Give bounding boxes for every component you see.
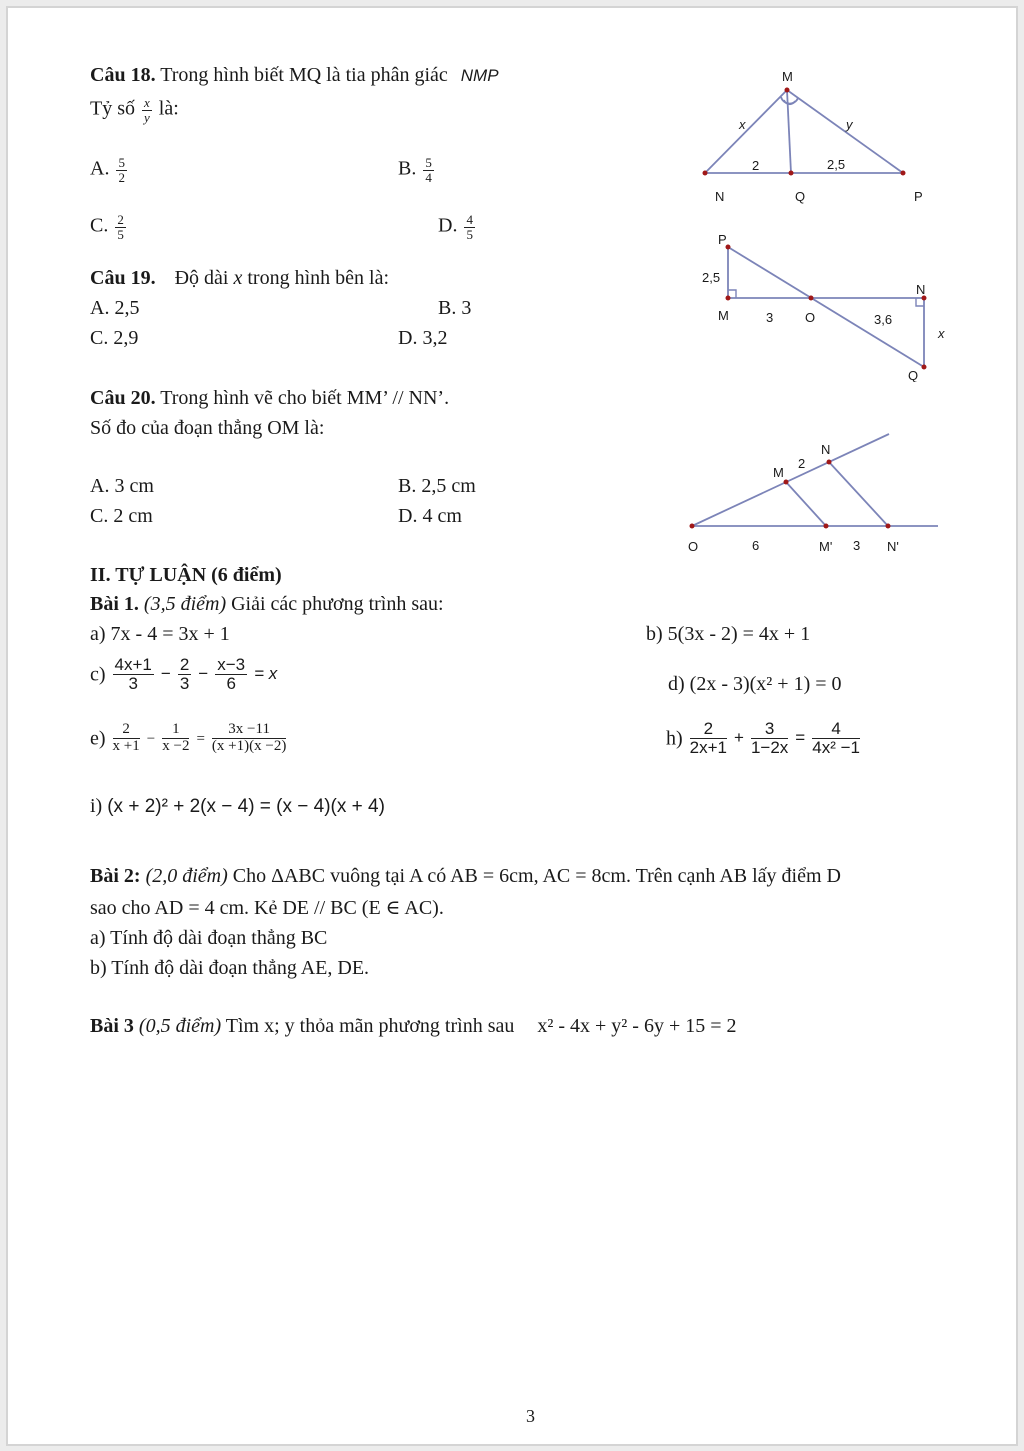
fig20-label-m2: M' [819, 539, 833, 554]
fig18-angle-arc-inner [784, 100, 795, 104]
fig19-point-q [922, 365, 927, 370]
fig18-segment-mq [787, 90, 791, 173]
fig20-point-m [784, 480, 789, 485]
fig20-point-o [690, 524, 695, 529]
fig20-point-n2 [886, 524, 891, 529]
q18-option-a[interactable]: A. $\frac{5}{2}$ [90, 155, 125, 185]
q19-text-a: Độ dài [174, 267, 229, 289]
fig19-label-pm: 2,5 [702, 270, 721, 285]
q19-text-b: trong hình bên là: [247, 267, 389, 289]
fig20-label-m2n2: 3 [853, 538, 861, 553]
bai3-line [90, 1014, 737, 1038]
fig18-point-p [901, 171, 906, 176]
fig20-segment-mm2 [786, 482, 826, 526]
worksheet-page [6, 6, 1018, 1446]
q20-subquestion: Số đo của đoạn thẳng OM là: [90, 417, 325, 439]
fig20-label-o: O [688, 539, 699, 554]
bai1-eq-c: c) $\frac{4x+1}{3}$ − $\frac{2}{3}$ − $\frac{x-3}{6}$ = x [90, 655, 278, 693]
bai1-eq-b: b) 5(3x - 2) = 4x + 1 [646, 623, 811, 645]
q18-ratio-prefix: Tỷ số [90, 97, 135, 120]
fig19-label-n: N [916, 282, 926, 297]
fig19-label-p: P [718, 232, 727, 247]
bai2-part-a: a) Tính độ dài đoạn thẳng BC [90, 927, 328, 949]
fig18-label-qp: 2,5 [827, 157, 846, 172]
bai1-heading [90, 592, 444, 616]
q19-option-d[interactable]: D. 3,2 [398, 327, 448, 349]
q18-ratio-fraction: $\frac{x}{y}$ [144, 95, 150, 125]
bai3-points: (0,5 điểm) [138, 1015, 222, 1037]
q18-option-c[interactable]: C. $\frac{2}{5}$ [90, 212, 124, 242]
q18-question [90, 63, 499, 88]
q20-option-c[interactable]: C. 2 cm [90, 505, 153, 527]
q20-text: Trong hình vẽ cho biết MM’ // NN’. [160, 387, 450, 409]
bai3-equation: x² - 4x + y² - 6y + 15 = 2 [537, 1015, 737, 1037]
fig19-point-o [809, 296, 814, 301]
fig19-label-on: 3,6 [874, 312, 893, 327]
bai1-eq-d: d) (2x - 3)(x² + 1) = 0 [668, 673, 842, 695]
q19-question [90, 266, 389, 290]
fig19-label-q: Q [908, 368, 919, 382]
fig19-point-m [726, 296, 731, 301]
q18-angle: NMP [460, 66, 499, 85]
fig18-label-n: N [715, 189, 725, 204]
fig18-label-m: M [782, 69, 793, 84]
q19-option-b[interactable]: B. 3 [438, 297, 472, 319]
fig18-segment-nm [705, 90, 787, 173]
q20-option-b[interactable]: B. 2,5 cm [398, 475, 476, 497]
fig20-segment-nn2 [829, 462, 888, 526]
q18-option-b[interactable]: B. $\frac{5}{4}$ [398, 155, 432, 185]
fig18-label-x: x [739, 117, 746, 132]
bai1-label: Bài 1. [90, 593, 139, 615]
fig19-label-mo: 3 [766, 310, 774, 325]
fig18-label-p: P [914, 189, 923, 204]
bai2-points: (2,0 điểm) [145, 865, 228, 887]
q19-label: Câu 19. [90, 267, 156, 289]
q18-text: Trong hình biết MQ là tia phân giác [160, 64, 448, 86]
fig18-label-q: Q [795, 189, 806, 204]
fig20-label-m: M [773, 465, 784, 480]
fig19-label-m: M [718, 308, 729, 323]
bai1-points: (3,5 điểm) [143, 593, 227, 615]
fig18-point-m [785, 88, 790, 93]
fig18-point-n [703, 171, 708, 176]
bai3-label: Bài 3 [90, 1015, 134, 1037]
q19-option-a[interactable]: A. 2,5 [90, 297, 140, 319]
q20-question [90, 386, 449, 410]
q20-figure [674, 426, 954, 561]
bai2-line1 [90, 864, 841, 888]
fig20-ray-oy [692, 434, 889, 526]
bai1-eq-a: a) 7x - 4 = 3x + 1 [90, 623, 230, 645]
q19-figure [688, 232, 948, 382]
bai1-eq-h: h) $\frac{2}{2x+1}$ + $\frac{3}{1-2x}$ = $\frac{4}{\text{4x² −1}}$ [666, 719, 860, 757]
bai1-eq-i: i) (x + 2)² + 2(x − 4) = (x − 4)(x + 4) [90, 795, 385, 817]
fig18-label-nq: 2 [752, 158, 760, 173]
q18-label: Câu 18. [90, 64, 156, 86]
page-number: 3 [526, 1406, 535, 1426]
bai2-label: Bài 2: [90, 865, 141, 887]
q20-label: Câu 20. [90, 387, 156, 409]
q20-option-d[interactable]: D. 4 cm [398, 505, 462, 527]
fig20-label-n: N [821, 442, 831, 457]
q18-option-d[interactable]: D. $\frac{4}{5}$ [438, 212, 473, 242]
fig20-label-mn: 2 [798, 456, 806, 471]
q19-var: x [233, 267, 243, 289]
bai3-text: Tìm x; y thỏa mãn phương trình sau [225, 1015, 515, 1037]
q18-figure [688, 63, 928, 213]
q18-ratio-suffix: là: [158, 97, 179, 120]
bai2-part-b: b) Tính độ dài đoạn thẳng AE, DE. [90, 957, 370, 979]
fig19-segment-pq [728, 247, 924, 367]
fig20-point-m2 [824, 524, 829, 529]
fig18-label-y: y [846, 117, 853, 132]
bai1-text: Giải các phương trình sau: [231, 593, 444, 615]
bai1-eq-e: e) $\frac{2}{x +1}$ − $\frac{1}{x -2}$ = $\frac{3x -11}{(x +1)(x -2)}$ [90, 721, 287, 754]
bai2-line2: sao cho AD = 4 cm. Kẻ DE // BC (E ∈ AC). [90, 897, 444, 919]
q20-option-a[interactable]: A. 3 cm [90, 475, 154, 497]
part2-title: II. TỰ LUẬN (6 điểm) [90, 564, 282, 586]
fig18-point-q [789, 171, 794, 176]
q19-option-c[interactable]: C. 2,9 [90, 327, 139, 349]
bai2-text-line1: Cho ΔABC vuông tại A có AB = 6cm, AC = 8cm. Trên cạnh AB lấy điểm D [232, 865, 841, 887]
q18-ratio-line [90, 96, 179, 124]
fig20-label-om2: 6 [752, 538, 760, 553]
fig19-label-o: O [805, 310, 816, 325]
fig20-label-n2: N' [887, 539, 899, 554]
fig19-label-x: x [938, 326, 945, 341]
fig20-point-n [827, 460, 832, 465]
